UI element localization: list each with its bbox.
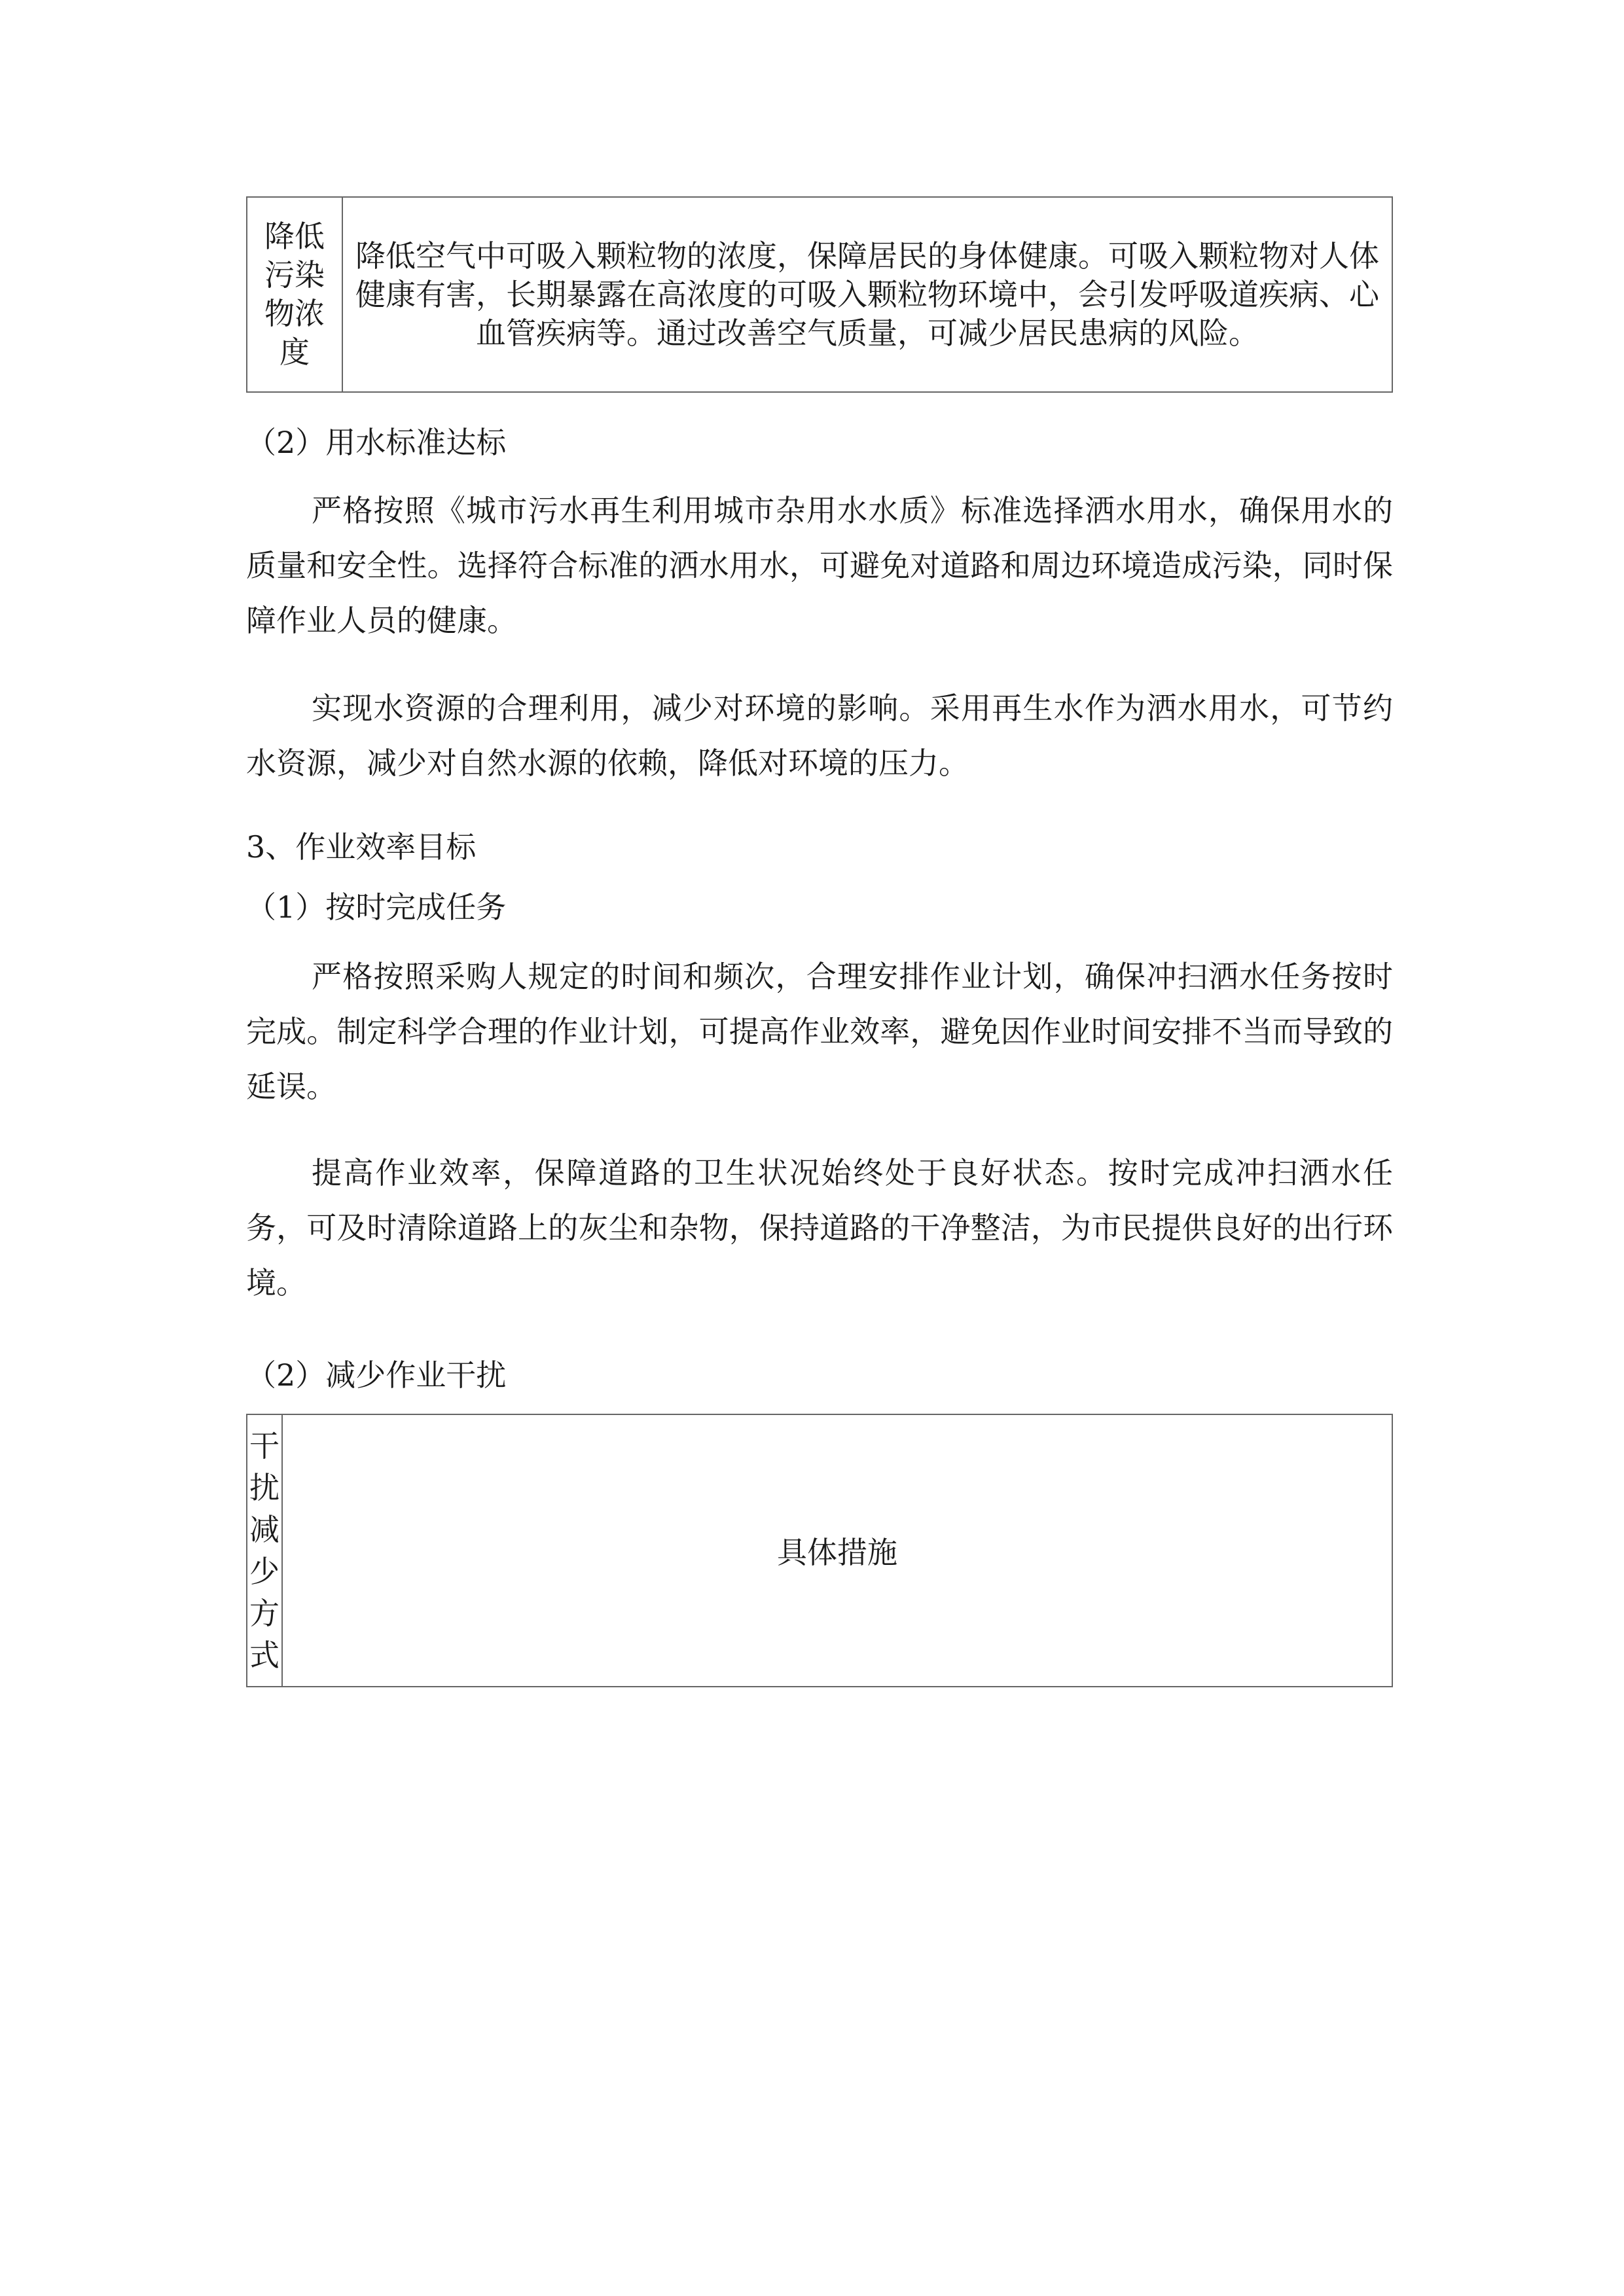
key-label: 干扰减少方式: [249, 1428, 280, 1673]
table-key-cell: [247, 197, 342, 392]
table-key-cell: [247, 1414, 282, 1687]
pollution-table: [246, 196, 1393, 393]
table-row: [247, 197, 1392, 392]
heading-reduce-interference: （2）减少作业干扰: [246, 1357, 507, 1393]
heading-water-standard: （2）用水标准达标: [246, 425, 507, 460]
table-row: [247, 1414, 1392, 1687]
paragraph-on-time-2: 提高作业效率，保障道路的卫生状况始终处于良好状态。按时完成冲扫洒水任务，可及时清除道路上的灰尘和杂物，保持道路的干净整洁，为市民提供良好的出行环境。: [246, 1155, 1393, 1300]
paragraph-water-2: 实现水资源的合理利用，减少对环境的影响。采用再生水作为洒水用水，可节约水资源，减少对自然水源的依赖，降低对环境的压力。: [246, 691, 1393, 781]
paragraph-water-1: 严格按照《城市污水再生利用城市杂用水水质》标准选择洒水用水，确保用水的质量和安全性。选择符合标准的洒水用水，可避免对道路和周边环境造成污染，同时保障作业人员的健康。: [246, 493, 1393, 638]
table-value-cell: 降低空气中可吸入颗粒物的浓度，保障居民的身体健康。可吸入颗粒物对人体健康有害，长期暴露在高浓度的可吸入颗粒物环境中，会引发呼吸道疾病、心血管疾病等。通过改善空气质量，可减少居民患病的风险。: [342, 197, 1392, 392]
table-header-cell: 具体措施: [282, 1414, 1392, 1687]
interference-table: [246, 1414, 1393, 1687]
heading-efficiency-goal: 3、作业效率目标: [246, 829, 477, 865]
paragraph-on-time-1: 严格按照采购人规定的时间和频次，合理安排作业计划，确保冲扫洒水任务按时完成。制定科学合理的作业计划，可提高作业效率，避免因作业时间安排不当而导致的延误。: [246, 959, 1393, 1104]
key-label: 降低污染物浓度: [264, 219, 325, 370]
heading-on-time: （1）按时完成任务: [246, 889, 507, 925]
